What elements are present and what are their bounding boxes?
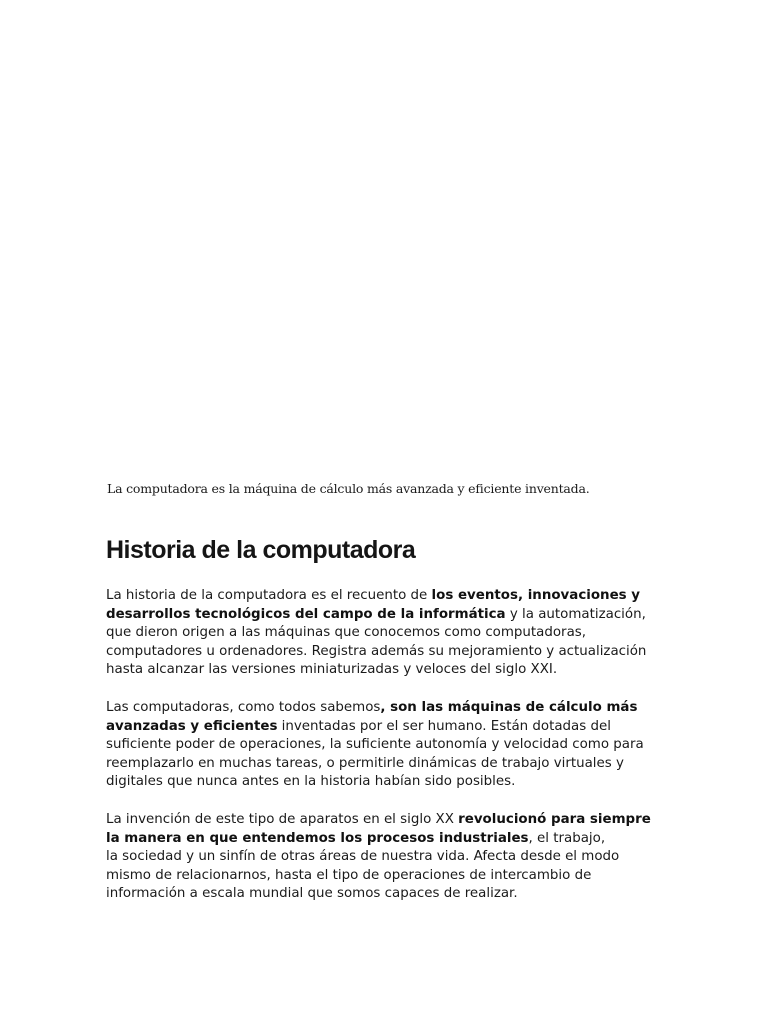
paragraph-line: reemplazarlo en muchas tareas, o permitirle dinámicas de trabajo virtuales y [106,755,624,771]
paragraph-line: desarrollos tecnológicos del campo de la informática y la automatización, [106,606,646,622]
paragraph-line: digitales que nunca antes en la historia habían sido posibles. [106,774,516,789]
paragraph-line: suficiente poder de operaciones, la suficiente autonomía y velocidad como para [106,737,644,752]
figure-caption: La computadora es la máquina de cálculo más avanzada y eficiente inventada. [107,481,590,496]
paragraph-line: mismo de relacionarnos, hasta el tipo de operaciones de intercambio de [106,867,592,883]
paragraph-line: Las computadoras, como todos sabemos, son las máquinas de cálculo más [106,700,638,715]
paragraph-line: que dieron origen a las máquinas que conocemos como computadoras, [106,625,587,640]
paragraph-line: información a escala mundial que somos capaces de realizar. [106,886,518,901]
paragraph-1 [106,587,666,680]
page-title: Historia de la computadora [106,536,416,564]
paragraph-line: hasta alcanzar las versiones miniaturizadas y veloces del siglo XXI. [106,662,558,677]
paragraph-line: La historia de la computadora es el recuento de los eventos, innovaciones y [106,588,641,603]
paragraph-2 [106,699,666,792]
paragraph-line: la manera en que entendemos los procesos industriales, el trabajo, [106,830,606,846]
paragraph-line: La invención de este tipo de aparatos en el siglo XX revolucionó para siempre [106,812,651,827]
figure-image-area [106,40,662,460]
paragraph-line: avanzadas y eficientes inventadas por el ser humano. Están dotadas del [106,718,611,734]
paragraph-line: la sociedad y un sinfín de otras áreas de nuestra vida. Afecta desde el modo [106,849,620,864]
paragraph-line: computadores u ordenadores. Registra además su mejoramiento y actualización [106,643,647,659]
paragraph-3 [106,811,666,904]
